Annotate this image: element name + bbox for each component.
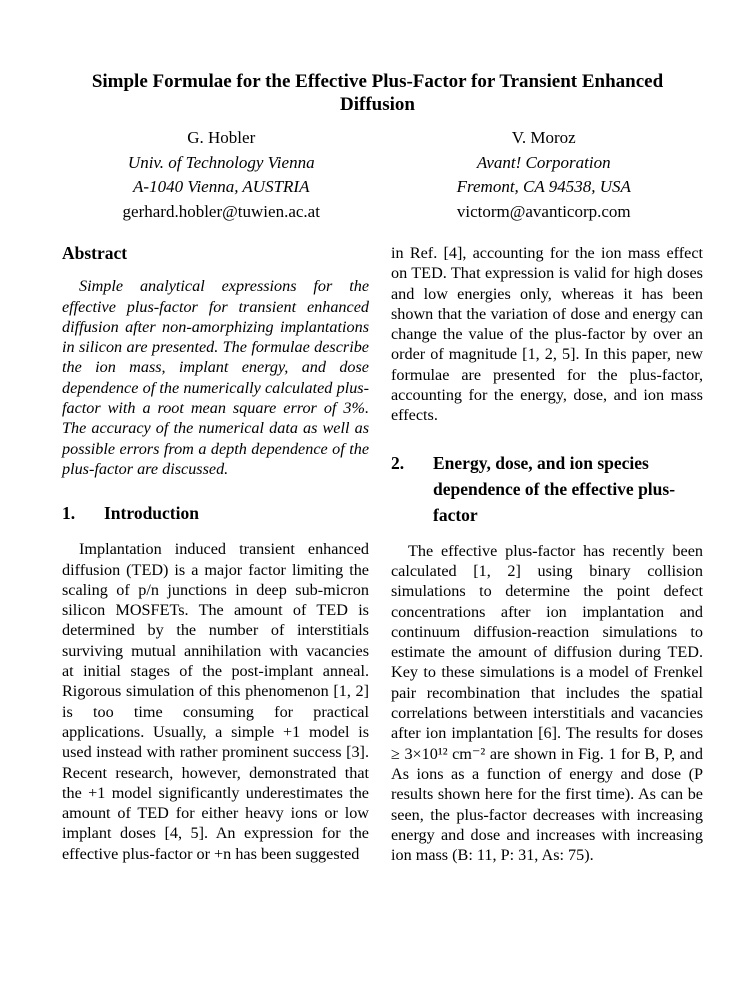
section-2-title: Energy, dose, and ion species dependence of the effective plus-factor — [433, 452, 676, 525]
author-email: gerhard.hobler@tuwien.ac.at — [122, 201, 320, 221]
section-2-paragraph: The effective plus-factor has recently been calculated [1, 2] using binary collision simulations to determine the point defect concentrations after ion implantation and continuum diffusion-reaction simulations to estimate the amount of diffusion during TED. Key to these simulations is a model of Frenkel pair recombination that includes the spatial correlations between interstitials and vacancies after ion implantation [6]. The results for doses ≥ 3×10¹² cm⁻² are shown in Fig. 1 for B, P, and As ions as a function of energy and dose (P results shown here for the first time). As can be seen, the plus-factor decreases with increasing energy and dose and increases with increasing ion mass (B: 11, P: 31, As: 75). — [391, 541, 703, 865]
author-block-moroz — [383, 126, 706, 224]
author-affiliation-line2: A-1040 Vienna, AUSTRIA — [133, 177, 310, 196]
authors-block — [60, 126, 705, 224]
author-name: V. Moroz — [511, 128, 576, 147]
section-1-paragraph: Implantation induced transient enhanced diffusion (TED) is a major factor limiting the scaling of p/n junctions in deep sub-micron silicon MOSFETs. The amount of TED is determined by the number of interstitials surviving mutual annihilation with vacancies at initial stages of the post-implant anneal. Rigorous simulation of this phenomenon [1, 2] is too time consuming for practical applications. Usually, a simple +1 model is used instead with rather prominent success [3]. Recent research, however, demonstrated that the +1 model significantly underestimates the amount of TED for either heavy ions or low implant doses [4, 5]. An expression for the effective plus-factor or +n has been suggested — [62, 540, 369, 863]
paper-title: Simple Formulae for the Effective Plus-Factor for Transient Enhanced Diffusion — [91, 70, 664, 115]
section-2-heading — [391, 450, 703, 528]
section-2-number: 2. — [391, 452, 405, 473]
section-1-number: 1. — [62, 503, 76, 524]
abstract-text: Simple analytical expressions for the effective plus-factor for transient enhanced diffusion after non-amorphizing implantations in silicon are presented. The formulae describe the ion mass, implant energy, and dose dependence of the numerically calculated plus-factor with a root mean square error of 3%. The accuracy of the numerical data as well as possible errors from a depth dependence of the plus-factor are discussed. — [62, 277, 369, 478]
section-1-paragraph-continued: in Ref. [4], accounting for the ion mass effect on TED. That expression is valid for high doses and low energies only, whereas it has been shown that the variation of dose and energy can change the value of the plus-factor by over an order of magnitude [1, 2, 5]. In this paper, new formulae are presented for the plus-factor, accounting for the energy, dose, and ion mass effects. — [391, 244, 703, 425]
abstract-heading: Abstract — [62, 243, 128, 263]
author-block-hobler — [60, 126, 383, 224]
author-affiliation-line2: Fremont, CA 94538, USA — [456, 177, 631, 196]
author-affiliation-line1: Univ. of Technology Vienna — [127, 152, 315, 172]
section-1-heading — [62, 500, 369, 526]
left-column — [62, 243, 369, 864]
author-affiliation-line1: Avant! Corporation — [476, 152, 611, 172]
author-name: G. Hobler — [187, 128, 256, 147]
author-email: victorm@avanticorp.com — [456, 201, 631, 221]
section-1-title: Introduction — [104, 503, 199, 524]
right-column — [391, 243, 703, 865]
